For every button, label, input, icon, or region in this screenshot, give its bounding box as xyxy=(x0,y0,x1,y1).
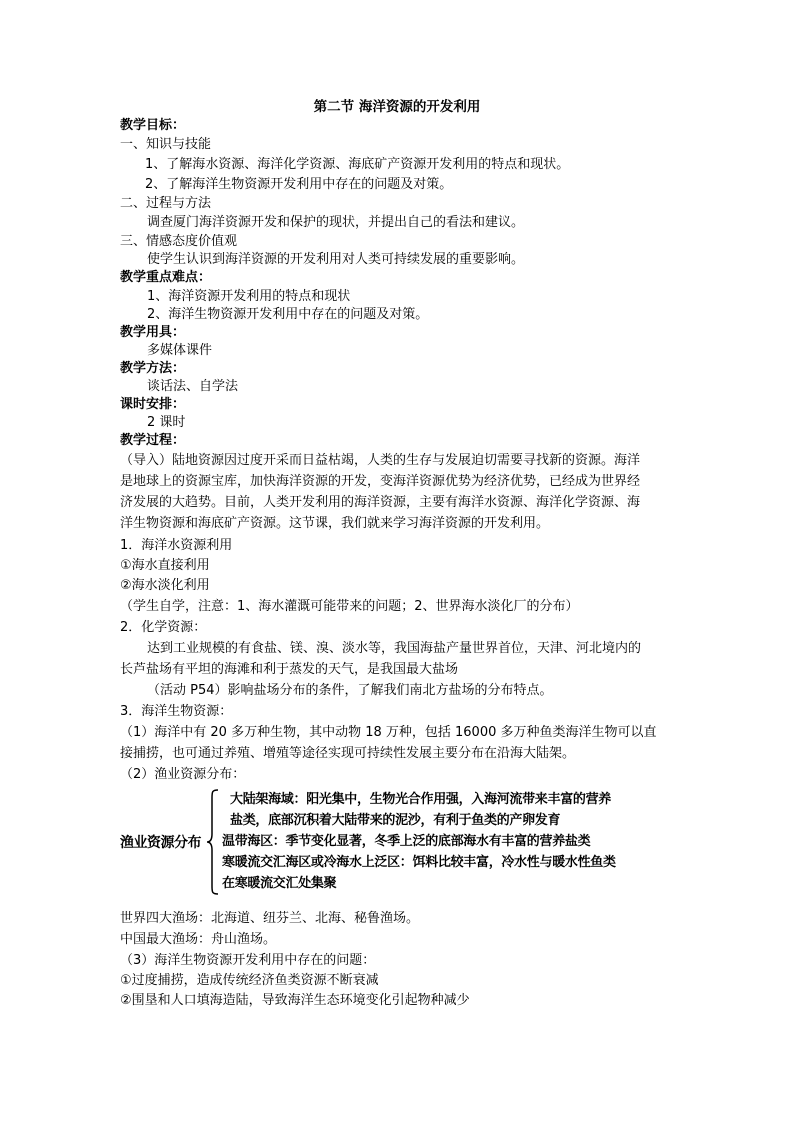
chemical-line-1: 达到工业规模的有食盐、镁、溴、淡水等，我国海盐产量世界首位，天津、河北境内的 xyxy=(147,641,642,656)
chemical-activity: （活动 P54）影响盐场分布的条件，了解我们南北方盐场的分布特点。 xyxy=(147,683,553,698)
intro-line-1: （导入）陆地资源因过度开采而日益枯竭，人类的生存与发展迫切需要寻找新的资源。海洋 xyxy=(120,453,641,468)
tools-value: 多媒体课件 xyxy=(147,343,213,358)
problem-1: ①过度捕捞，造成传统经济鱼类资源不断衰减 xyxy=(120,973,379,988)
knowledge-item-2: 2、了解海洋生物资源开发利用中存在的问题及对策。 xyxy=(145,177,453,192)
problems-heading: （3）海洋生物资源开发利用中存在的问题： xyxy=(120,953,376,968)
fishery-line-3: 温带海区：季节变化显著，冬季上泛的底部海水有丰富的营养盐类 xyxy=(222,834,591,849)
biology-line-2: 接捕捞，也可通过养殖、增殖等途径实现可持续性发展主要分布在沿海大陆架。 xyxy=(120,746,576,761)
schedule-heading: 课时安排： xyxy=(120,397,186,412)
fishery-line-4: 寒暖流交汇海区或冷海水上泛区：饵料比较丰富，冷水性与暖水性鱼类 xyxy=(222,855,616,870)
fishery-label: 渔业资源分布 xyxy=(120,835,201,851)
key-point-1: 1、海洋资源开发利用的特点和现状 xyxy=(147,289,351,304)
fishery-line-2: 盐类，底部沉积着大陆带来的泥沙，有利于鱼类的产卵发育 xyxy=(230,813,561,828)
brace-icon xyxy=(206,788,220,896)
water-item-2: ②海水淡化利用 xyxy=(120,578,210,593)
key-points-heading: 教学重点难点： xyxy=(120,270,212,285)
biology-line-1: （1）海洋中有 20 多万种生物，其中动物 18 万种，包括 16000 多万种鱼类海洋生物可以直 xyxy=(120,725,657,740)
water-item-1: ①海水直接利用 xyxy=(120,558,210,573)
emotion-heading: 三、情感态度价值观 xyxy=(120,234,238,249)
emotion-item: 使学生认识到海洋资源的开发利用对人类可持续发展的重要影响。 xyxy=(147,252,525,267)
methods-heading: 教学方法： xyxy=(120,361,186,376)
fishery-line-5: 在寒暖流交汇处集聚 xyxy=(222,876,337,891)
fishery-line-1: 大陆架海域：阳光集中，生物光合作用强，入海河流带来丰富的营养 xyxy=(230,792,612,807)
fishery-heading: （2）渔业资源分布： xyxy=(120,767,246,782)
knowledge-heading: 一、知识与技能 xyxy=(120,137,212,152)
world-fisheries: 世界四大渔场：北海道、纽芬兰、北海、秘鲁渔场。 xyxy=(120,911,420,926)
china-fishery: 中国最大渔场：舟山渔场。 xyxy=(120,932,277,947)
tools-heading: 教学用具： xyxy=(120,325,186,340)
intro-line-3: 济发展的大趋势。目前，人类开发利用的海洋资源，主要有海洋水资源、海洋化学资源、海 xyxy=(120,495,641,510)
knowledge-item-1: 1、了解海水资源、海洋化学资源、海底矿产资源开发利用的特点和现状。 xyxy=(145,157,570,172)
key-point-2: 2、海洋生物资源开发利用中存在的问题及对策。 xyxy=(147,307,429,322)
goals-heading: 教学目标： xyxy=(120,118,186,133)
chemical-line-2: 长芦盐场有平坦的海滩和利于蒸发的天气，是我国最大盐场 xyxy=(120,662,459,677)
methods-value: 谈话法、自学法 xyxy=(147,379,239,394)
intro-line-2: 是地球上的资源宝库，加快海洋资源的开发，变海洋资源优势为经济优势，已经成为世界经 xyxy=(120,474,641,489)
procedure-heading: 教学过程： xyxy=(120,433,186,448)
page-title: 第二节 海洋资源的开发利用 xyxy=(313,99,481,115)
section-biology: 3．海洋生物资源： xyxy=(120,704,233,719)
process-item: 调查厦门海洋资源开发和保护的现状，并提出自己的看法和建议。 xyxy=(147,215,525,230)
water-note: （学生自学，注意：1、海水灌溉可能带来的问题；2、世界海水淡化厂的分布） xyxy=(120,599,579,614)
schedule-value: 2 课时 xyxy=(147,415,186,430)
process-heading: 二、过程与方法 xyxy=(120,196,212,211)
problem-2: ②围垦和人口填海造陆，导致海洋生态环境变化引起物种减少 xyxy=(120,993,470,1008)
intro-line-4: 洋生物资源和海底矿产资源。这节课，我们就来学习海洋资源的开发利用。 xyxy=(120,516,550,531)
section-chemical: 2．化学资源： xyxy=(120,620,207,635)
section-water: 1．海洋水资源利用 xyxy=(120,538,233,553)
fishery-distribution-diagram xyxy=(120,788,680,898)
